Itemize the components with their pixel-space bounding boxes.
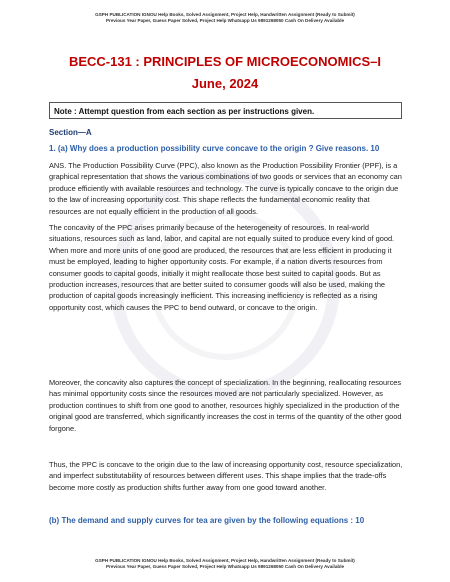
- page-title: BECC-131 : PRINCIPLES OF MICROECONOMICS–I: [68, 54, 382, 69]
- answer-paragraph-3: Moreover, the concavity also captures the concept of specialization. In the beginning, reallocating resources has minimal opportunity costs since the resources moved are not particularly specialized. However, as production continues to shift from one good to another, resources highly specialized in the production of the original good are transferred, which significantly increases the cost in terms of the quantity of the other good forgone.: [49, 378, 402, 433]
- exam-date: June, 2024: [191, 76, 259, 91]
- answer-paragraph-4: Thus, the PPC is concave to the origin due to the law of increasing opportunity cost, resource specialization, and imperfect substitutability of resources between different uses. This shape implies that the trade-offs become more costly as production shifts further away from one good toward another.: [49, 460, 403, 492]
- question-1a: 1. (a) Why does a production possibility curve concave to the origin ? Give reasons. 10: [49, 144, 380, 153]
- answer-paragraph-1: ANS. The Production Possibility Curve (PPC), also known as the Production Possibility Frontier (PPF), is a graphical representation that shows the various combinations of two goods or services that an economy can produce efficiently with available resources and technology. The curve is typically concave to the origin due to the law of increasing opportunity cost. This shape reflects the fundamental economic reality that resources are not equally efficient in the production of all goods.: [49, 161, 402, 216]
- question-1b: (b) The demand and supply curves for tea are given by the following equations : 10: [49, 516, 365, 525]
- section-heading: Section—A: [49, 128, 92, 137]
- footer-line-1: GSPH PUBLICATION IGNOU Help Books, Solved Assignment, Project Help, Handwritten Assignment (Ready to Submit): [95, 558, 355, 563]
- footer-line-2: Previous Year Paper, Guess Paper Solved, Project Help Whatsapp Us 9891268050 Cash On Delivery Available: [105, 564, 345, 569]
- note-box: Note : Attempt question from each section as per instructions given.: [49, 102, 402, 119]
- header-line-1: GSPH PUBLICATION IGNOU Help Books, Solved Assignment, Project Help, Handwritten Assignment (Ready to Submit): [95, 12, 355, 17]
- answer-paragraph-2: The concavity of the PPC arises primarily because of the heterogeneity of resources. In real-world situations, resources such as land, labor, and capital are not equally suited to produce every kind of good. When more and more units of one good are produced, the resources that are less efficient in producing it must be employed, leading to higher opportunity costs. For example, if a nation diverts resources from consumer goods to capital goods, initially it might reallocate those best suited to capital goods. But as production increases, resources that are better suited to consumer goods will also be used, making the production of capital goods increasingly inefficient. This increasing inefficiency is reflected as a rising opportunity cost, which causes the PPC to bend outward, or concave to the origin.: [49, 223, 395, 312]
- header-line-2: Previous Year Paper, Guess Paper Solved, Project Help Whatsapp Us 9891268050 Cash On Delivery Available: [105, 18, 345, 23]
